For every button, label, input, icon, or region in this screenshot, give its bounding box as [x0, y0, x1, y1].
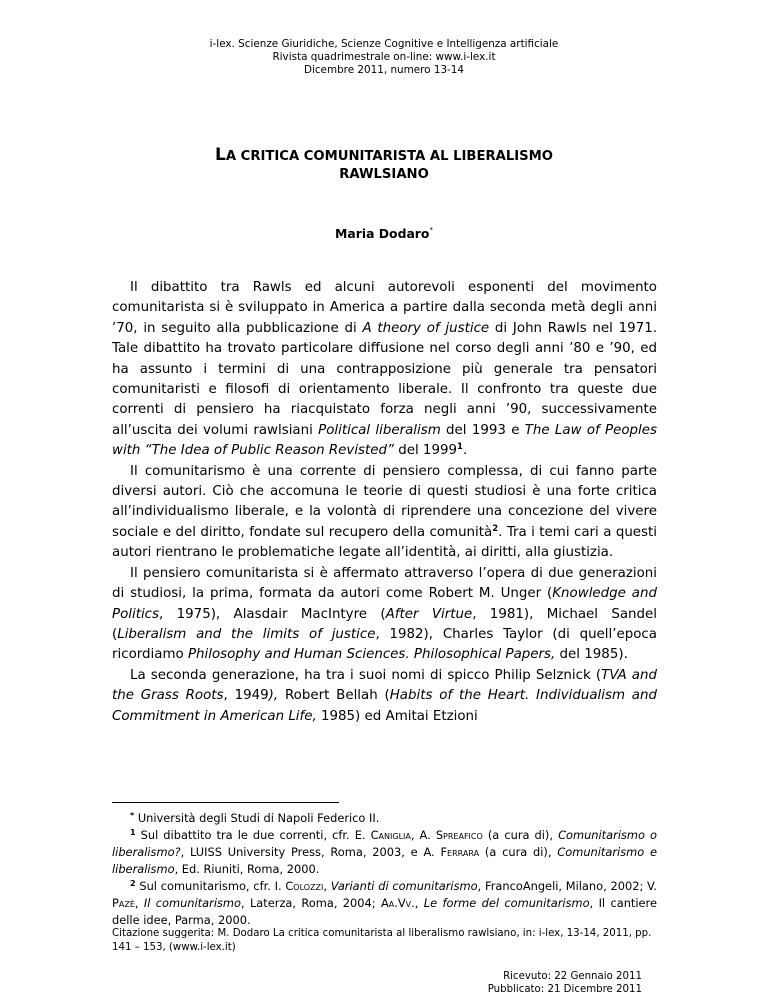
journal-issue: Dicembre 2011, numero 13-14 — [303, 64, 465, 76]
journal-header — [0, 38, 768, 77]
published-date: Pubblicato: 21 Dicembre 2011 — [487, 984, 642, 995]
footnote-2: $^2$ Sul comunitarismo, cfr. I. Colozzi, Varianti di comunitarismo, FrancoAngeli, Milano, 2002; V. Pazè, Il comunitarismo, Laterza, Roma, 2004; Aa.Vv., Le forme del comunitarismo, Il cantiere delle idee, Parma, 2000. — [112, 879, 657, 927]
author — [0, 226, 768, 241]
author-footnote-mark: * — [429, 226, 433, 234]
title-initial: L — [215, 145, 226, 165]
paragraph-1: Il dibattito tra Rawls ed alcuni autorevoli esponenti del movimento comunitarista si è sviluppato in America a partire dalla seconda metà degli anni ’70, in seguito alla pubblicazione di A theory of justice di John Rawls nel 1971. Tale dibattito ha trovato particolare diffusione nel corso degli anni ’80 e ’90, ed ha assunto i termini di una contrapposizione più generale tra pensatori comunitaristi e filosofi di orientamento liberale. Il confronto tra queste due correnti di pensiero ha riacquistato forza negli anni ’90, successivamente all’uscita dei volumi rawlsiani Political liberalism del 1993 e The Law of Peoples with “The Idea of Public Reason Revisted” del 1999$^1$. — [112, 280, 657, 459]
footnote-ref-2[interactable]: 2 — [492, 523, 499, 534]
article-body — [112, 278, 657, 727]
publication-dates — [488, 970, 642, 996]
received-date: Ricevuto: 22 Gennaio 2011 — [503, 971, 642, 982]
footnotes — [112, 810, 657, 929]
title-line-2: RAWLSIANO — [339, 167, 429, 182]
footnote-affiliation: * Università degli Studi di Napoli Federico II. — [130, 811, 380, 825]
title-line-1: A CRITICA COMUNITARISTA AL LIBERALISMO — [225, 149, 553, 164]
article-title — [150, 146, 618, 184]
paragraph-3: Il pensiero comunitarista si è affermato attraverso l’opera di due generazioni di studiosi, la prima, formata da autori come Robert M. Unger (Knowledge and Politics, 1975), Alasdair MacIntyre (After Virtue, 1981), Michael Sandel (Liberalism and the limits of justice, 1982), Charles Taylor (di quell’epoca ricordiamo Philosophy and Human Sciences. Philosophical Papers, del 1985). — [112, 565, 657, 663]
suggested-citation: Citazione suggerita: M. Dodaro La critica comunitarista al liberalismo rawlsiano, in: i-lex, 13-14, 2011, pp. 141 – 153, (www.i-lex.it) — [112, 928, 652, 953]
footnote-1: $^1$ Sul dibattito tra le due correnti, cfr. E. Caniglia, A. Spreafico (a cura di), Comunitarismo o liberalismo?, LUISS University Press, Roma, 2003, e A. Ferrara (a cura di), Comunitarismo e liberalismo, Ed. Riuniti, Roma, 2000. — [112, 828, 658, 876]
journal-name: i-lex. Scienze Giuridiche, Scienze Cognitive e Intelligenza artificiale — [209, 38, 559, 50]
paragraph-2: Il comunitarismo è una corrente di pensiero complessa, di cui fanno parte diversi autori. Ciò che accomuna le teorie di questi studiosi è una forte critica all’individualismo liberale, e la volontà di riprendere una concezione del vivere sociale e del diritto, fondate sul recupero della comunità$^2$. Tra i temi cari a questi autori rientrano le problematiche legate all’identità, ai diritti, alla giustizia. — [112, 463, 657, 561]
paragraph-4: La seconda generazione, ha tra i suoi nomi di spicco Philip Selznick (TVA and the Grass Roots, 1949), Robert Bellah (Habits of the Heart. Individualism and Commitment in American Life, 1985) ed Amitai Etzioni — [112, 667, 657, 724]
footnote-separator — [112, 802, 339, 803]
journal-website: Rivista quadrimestrale on-line: www.i-lex.it — [272, 51, 496, 63]
footnote-ref-1[interactable]: 1 — [457, 442, 463, 453]
author-name: Maria Dodaro — [335, 226, 430, 241]
